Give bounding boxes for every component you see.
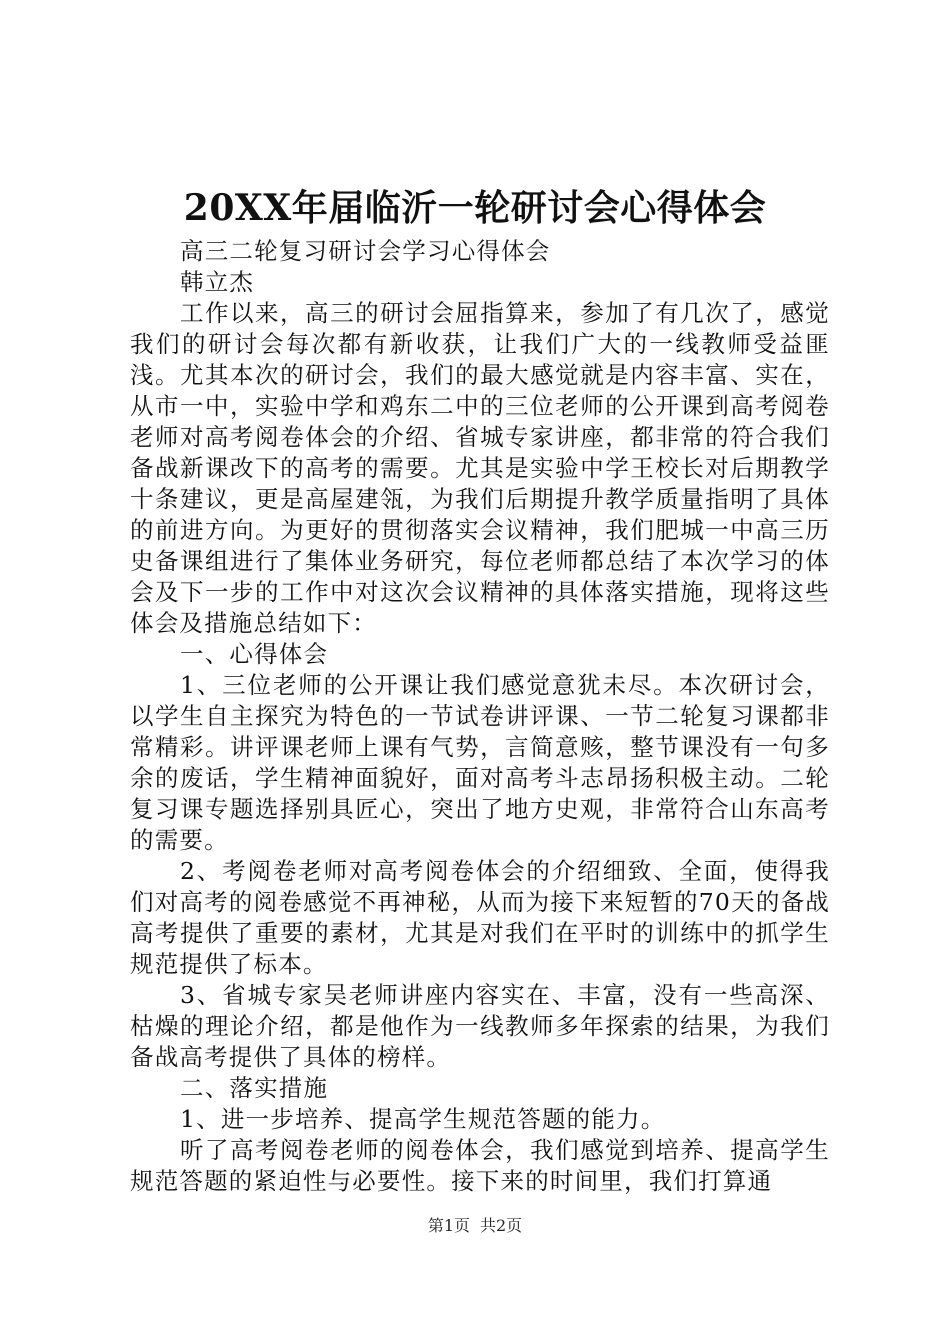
intro-paragraph: 工作以来，高三的研讨会屈指算来，参加了有几次了，感觉我们的研讨会每次都有新收获，让我们广大的一线教师受益匪浅。尤其本次的研讨会，我们的最大感觉就是内容丰富、实在，从市一中，实验中学和鸡东二中的三位老师的公开课到高考阅卷老师对高考阅卷体会的介绍、省城专家讲座，都非常的符合我们备战新课改下的高考的需要。尤其是实验中学王校长对后期教学十条建议，更是高屋建瓴，为我们后期提升教学质量指明了具体的前进方向。为更好的贯彻落实会议精神，我们肥城一中高三历史备课组进行了集体业务研究，每位老师都总结了本次学习的体会及下一步的工作中对这次会议精神的具体落实措施，现将这些体会及措施总结如下： (130, 299, 830, 637)
body-paragraph: 听了高考阅卷老师的阅卷体会，我们感觉到培养、提高学生规范答题的紧迫性与必要性。接下来的时间里，我们打算通 (130, 1136, 830, 1195)
page-total: 共2页 (480, 1216, 523, 1235)
document-body (130, 236, 830, 1197)
page-number: 第1页 (427, 1216, 470, 1235)
author-paragraph: 韩立杰 (180, 268, 255, 296)
body-paragraph: 1、三位老师的公开课让我们感觉意犹未尽。本次研讨会，以学生自主探究为特色的一节试卷讲评课、一节二轮复习课都非常精彩。讲评课老师上课有气势，言简意赅，整节课没有一句多余的废话，学生精神面貌好，面对高考斗志昂扬积极主动。二轮复习课专题选择别具匠心，突出了地方史观，非常符合山东高考的需要。 (130, 671, 830, 854)
section-heading-2: 二、落实措施 (180, 1074, 329, 1102)
body-paragraph: 3、省城专家吴老师讲座内容实在、丰富，没有一些高深、枯燥的理论介绍，都是他作为一线教师多年探索的结果，为我们备战高考提供了具体的榜样。 (130, 981, 830, 1071)
section-heading-1: 一、心得体会 (180, 640, 329, 668)
document-title: 20XX年届临沂一轮研讨会心得体会 (183, 187, 767, 229)
body-paragraph: 1、进一步培养、提高学生规范答题的能力。 (180, 1105, 666, 1133)
page-footer (0, 1215, 950, 1237)
body-paragraph: 2、考阅卷老师对高考阅卷体会的介绍细致、全面，使得我们对高考的阅卷感觉不再神秘，从而为接下来短暂的70天的备战高考提供了重要的素材，尤其是对我们在平时的训练中的抓学生规范提供了标本。 (130, 857, 830, 978)
subtitle-paragraph: 高三二轮复习研讨会学习心得体会 (180, 237, 551, 265)
